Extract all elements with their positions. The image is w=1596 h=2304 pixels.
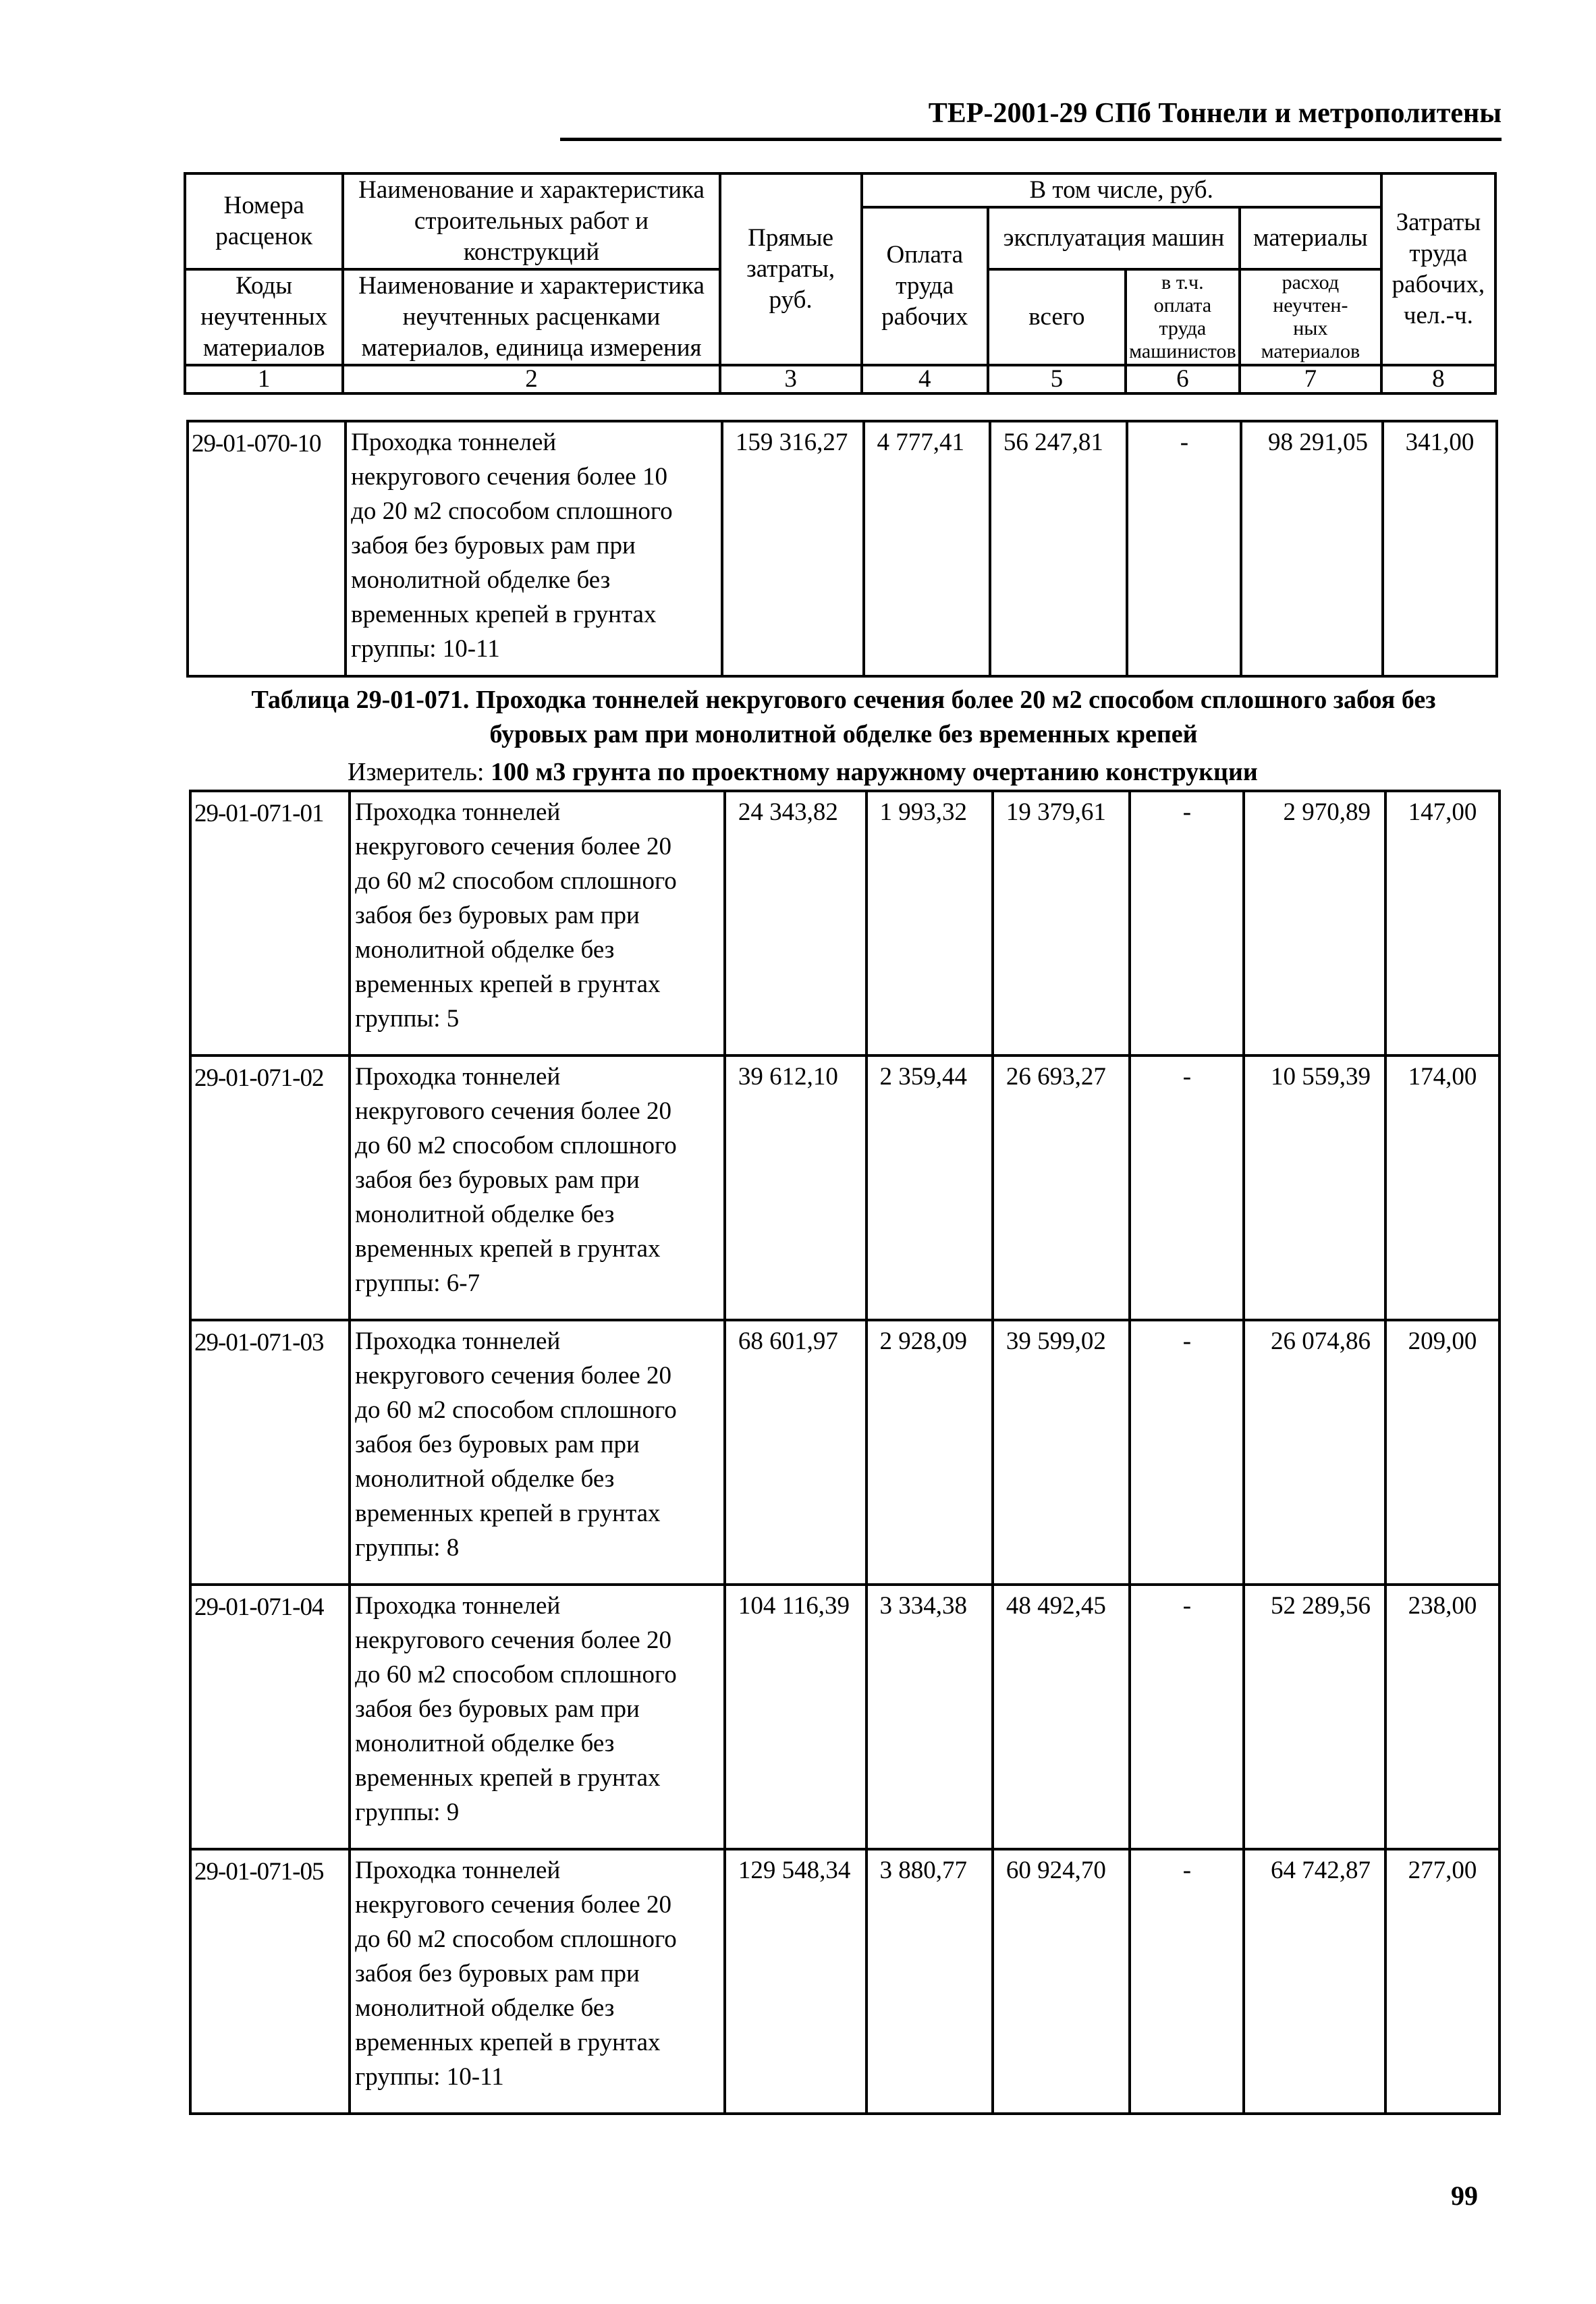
labor-pay: 4 777,41 — [864, 421, 990, 676]
header-unaccounted-names: Наименование и характеристика неучтенных расценками материалов, единица измерения — [343, 269, 719, 365]
column-number-8: 8 — [1381, 365, 1495, 393]
labor-pay: 3 334,38 — [866, 1585, 993, 1849]
labor-pay: 2 359,44 — [866, 1055, 993, 1320]
rate-name: Проходка тоннелей некругового сечения более 20 до 60 м2 способом сплошного забоя без буровых рам при монолитной обделке без временных крепей в грунтах группы: 10-11 — [350, 1849, 725, 2114]
page-number: 99 — [1451, 2180, 1478, 2211]
header-rate-numbers: Номера расценок — [185, 173, 343, 269]
direct-costs: 39 612,10 — [725, 1055, 866, 1320]
column-number-2: 2 — [343, 365, 719, 393]
direct-costs: 24 343,82 — [725, 791, 866, 1055]
rate-name: Проходка тоннелей некругового сечения более 20 до 60 м2 способом сплошного забоя без буровых рам при монолитной обделке без временных крепей в грунтах группы: 9 — [350, 1585, 725, 1849]
rate-code: 29-01-071-02 — [190, 1055, 350, 1320]
header-including: В том числе, руб. — [862, 173, 1381, 207]
rate-code: 29-01-071-04 — [190, 1585, 350, 1849]
materials-cost: 26 074,86 — [1244, 1320, 1385, 1585]
labor-pay: 3 880,77 — [866, 1849, 993, 2114]
labor-hours: 209,00 — [1385, 1320, 1499, 1585]
column-number-6: 6 — [1126, 365, 1240, 393]
labor-pay: 2 928,09 — [866, 1320, 993, 1585]
column-number-1: 1 — [185, 365, 343, 393]
document-title: ТЕР-2001-29 СПб Тоннели и метрополитены — [928, 98, 1502, 129]
machinists-pay: - — [1130, 1320, 1244, 1585]
column-number-5: 5 — [988, 365, 1126, 393]
labor-hours: 277,00 — [1385, 1849, 1499, 2114]
labor-hours: 238,00 — [1385, 1585, 1499, 1849]
direct-costs: 129 548,34 — [725, 1849, 866, 2114]
meter-line — [348, 756, 1258, 788]
machinists-pay: - — [1130, 1055, 1244, 1320]
machinists-pay: - — [1127, 421, 1241, 676]
header-machines: эксплуатация машин — [988, 207, 1240, 269]
header-direct-costs: Прямые затраты, руб. — [720, 173, 862, 365]
header-labor-hours: Затраты труда рабочих, чел.-ч. — [1381, 173, 1495, 365]
table-row — [190, 1585, 1499, 1849]
table-title: Таблица 29-01-071. Проходка тоннелей некругового сечения более 20 м2 способом сплошного забоя без буровых рам при монолитной обделке без временных крепей — [251, 686, 1436, 748]
machines-total: 56 247,81 — [990, 421, 1128, 676]
rate-code: 29-01-070-10 — [188, 421, 346, 676]
header-unaccounted-codes: Коды неучтенных материалов — [185, 269, 343, 365]
machinists-pay: - — [1130, 1585, 1244, 1849]
rate-code: 29-01-071-03 — [190, 1320, 350, 1585]
table-row — [190, 1055, 1499, 1320]
table-row — [190, 1320, 1499, 1585]
column-header-table — [184, 172, 1497, 395]
rate-name: Проходка тоннелей некругового сечения более 20 до 60 м2 способом сплошного забоя без буровых рам при монолитной обделке без временных крепей в грунтах группы: 8 — [350, 1320, 725, 1585]
document-header — [560, 93, 1502, 141]
header-work-name: Наименование и характеристика строительных работ и конструкций — [343, 173, 719, 269]
labor-hours: 174,00 — [1385, 1055, 1499, 1320]
machines-total: 48 492,45 — [993, 1585, 1130, 1849]
direct-costs: 68 601,97 — [725, 1320, 866, 1585]
header-labor-pay: Оплата труда рабочих — [862, 207, 988, 365]
rate-code: 29-01-071-01 — [190, 791, 350, 1055]
header-unaccounted-materials: расход неучтен- ных материалов — [1240, 269, 1381, 365]
materials-cost: 52 289,56 — [1244, 1585, 1385, 1849]
table-row — [190, 1849, 1499, 2114]
header-materials: материалы — [1240, 207, 1381, 269]
labor-hours: 341,00 — [1383, 421, 1497, 676]
direct-costs: 159 316,27 — [722, 421, 864, 676]
meter-description: грунта по проектному наружному очертанию конструкции — [572, 758, 1258, 786]
meter-label: Измеритель: — [348, 758, 485, 786]
direct-costs: 104 116,39 — [725, 1585, 866, 1849]
labor-pay: 1 993,32 — [866, 791, 993, 1055]
rate-name: Проходка тоннелей некругового сечения более 10 до 20 м2 способом сплошного забоя без буровых рам при монолитной обделке без временных крепей в грунтах группы: 10-11 — [346, 421, 722, 676]
labor-hours: 147,00 — [1385, 791, 1499, 1055]
machines-total: 39 599,02 — [993, 1320, 1130, 1585]
machinists-pay: - — [1130, 791, 1244, 1055]
column-number-3: 3 — [720, 365, 862, 393]
table-row — [188, 421, 1497, 676]
header-machinists-pay: в т.ч. оплата труда машинистов — [1126, 269, 1240, 365]
rates-table-070 — [186, 420, 1498, 678]
rate-name: Проходка тоннелей некругового сечения более 20 до 60 м2 способом сплошного забоя без буровых рам при монолитной обделке без временных крепей в грунтах группы: 5 — [350, 791, 725, 1055]
materials-cost: 98 291,05 — [1241, 421, 1383, 676]
machines-total: 19 379,61 — [993, 791, 1130, 1055]
rates-table-071 — [189, 790, 1501, 2115]
machines-total: 60 924,70 — [993, 1849, 1130, 2114]
meter-value: 100 м3 — [491, 758, 566, 786]
materials-cost: 2 970,89 — [1244, 791, 1385, 1055]
machinists-pay: - — [1130, 1849, 1244, 2114]
column-number-4: 4 — [862, 365, 988, 393]
materials-cost: 64 742,87 — [1244, 1849, 1385, 2114]
machines-total: 26 693,27 — [993, 1055, 1130, 1320]
column-number-7: 7 — [1240, 365, 1381, 393]
rate-name: Проходка тоннелей некругового сечения более 20 до 60 м2 способом сплошного забоя без буровых рам при монолитной обделке без временных крепей в грунтах группы: 6-7 — [350, 1055, 725, 1320]
header-machines-total: всего — [988, 269, 1126, 365]
table-row — [190, 791, 1499, 1055]
materials-cost: 10 559,39 — [1244, 1055, 1385, 1320]
rate-code: 29-01-071-05 — [190, 1849, 350, 2114]
